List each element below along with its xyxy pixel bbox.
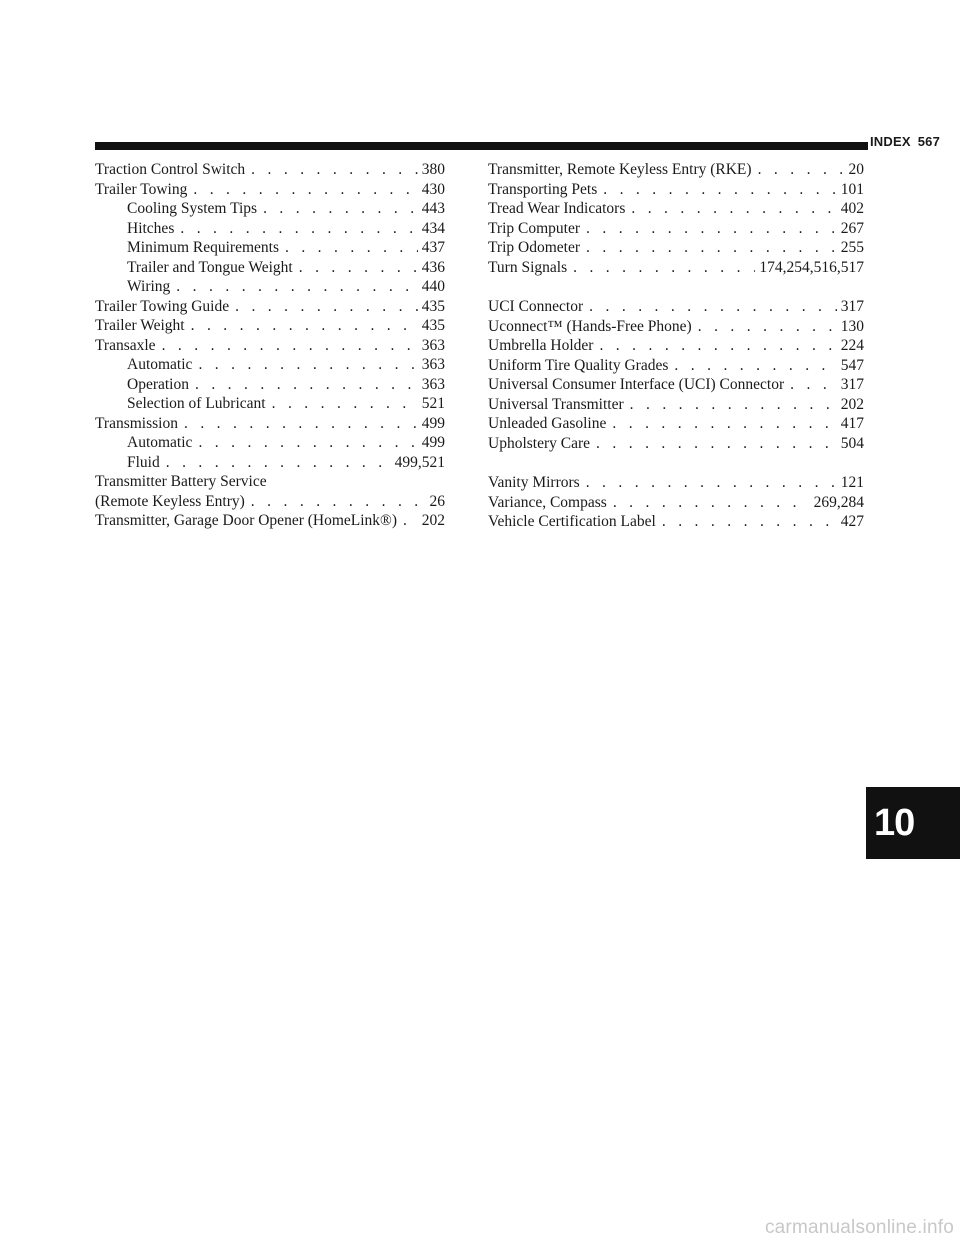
letter-group-gap [488,277,864,297]
index-entry[interactable] [488,356,864,376]
index-entry[interactable] [95,511,445,531]
entry-text: Universal Transmitter [488,395,624,413]
entry-page-number[interactable]: 130 [840,317,864,335]
dot-leader [198,433,417,453]
index-subentry[interactable] [95,453,445,473]
entry-page-number[interactable]: 363 [421,356,445,373]
entry-page-number[interactable]: 269,284 [813,493,864,511]
dot-leader [263,199,418,219]
entry-text: Universal Consumer Interface (UCI) Connector [488,376,785,393]
dot-leader [662,512,837,532]
index-entry[interactable] [488,375,864,395]
entry-text: (Remote Keyless Entry) [95,492,245,510]
dot-leader [251,160,418,180]
index-entry[interactable] [488,493,864,513]
entry-page-number[interactable]: 255 [840,239,864,256]
entry-text: Traction Control Switch [95,161,246,178]
entry-page-number[interactable]: 267 [840,219,864,237]
dot-leader [758,160,845,180]
dot-leader [573,258,755,278]
dot-leader [599,336,836,356]
index-column-left [95,160,445,531]
index-subentry[interactable] [95,219,445,239]
entry-page-number[interactable]: 317 [840,376,864,393]
dot-leader [790,375,837,395]
index-subentry[interactable] [95,238,445,258]
entry-text: Turn Signals [488,258,568,276]
entry-page-number[interactable]: 26 [429,492,445,510]
chapter-tab: 10 [866,787,960,859]
dot-leader [198,355,417,375]
entry-page-number[interactable]: 101 [840,180,864,198]
index-entry[interactable] [95,336,445,356]
dot-leader [193,180,417,200]
dot-leader [603,180,837,200]
index-entry[interactable] [488,199,864,219]
entry-page-number[interactable]: 499 [421,434,445,451]
entry-page-number[interactable]: 430 [421,180,445,198]
entry-text: Wiring [127,278,171,295]
index-entry[interactable] [95,316,445,336]
index-subentry[interactable] [95,394,445,414]
index-entry[interactable] [95,180,445,200]
entry-page-number[interactable]: 202 [421,512,445,529]
entry-page-number[interactable]: 427 [840,513,864,530]
dot-leader [596,434,837,454]
index-entry[interactable] [488,258,864,278]
dot-leader [272,394,418,414]
entry-text: Transmitter, Garage Door Opener (HomeLink®) [95,512,397,529]
index-entry[interactable] [488,414,864,434]
running-header [868,131,960,149]
index-entry[interactable] [488,180,864,200]
entry-text: Hitches [127,219,175,237]
dot-leader [612,414,836,434]
index-subentry[interactable] [95,433,445,453]
entry-page-number[interactable]: 402 [840,200,864,217]
dot-leader [285,238,418,258]
index-subentry[interactable] [95,258,445,278]
entry-text: UCI Connector [488,298,584,315]
dot-leader [698,317,837,337]
entry-text: Transmitter Battery Service [95,473,267,490]
dot-leader [176,277,417,297]
dot-leader [631,199,836,219]
dot-leader [586,238,837,258]
index-entry[interactable] [488,395,864,415]
entry-text: Unleaded Gasoline [488,415,607,432]
entry-page-number[interactable]: 121 [840,474,864,491]
index-entry[interactable] [95,472,445,492]
index-entry[interactable] [95,160,445,180]
index-entry[interactable] [488,219,864,239]
entry-page-number[interactable]: 174,254,516,517 [759,258,864,276]
entry-page-number[interactable]: 499 [421,414,445,432]
letter-group-gap [488,453,864,473]
dot-leader [162,336,418,356]
entry-text: Transmitter, Remote Keyless Entry (RKE) [488,161,752,178]
entry-page-number[interactable]: 417 [840,415,864,432]
dot-leader [195,375,418,395]
dot-leader [184,414,418,434]
entry-page-number[interactable]: 504 [840,434,864,452]
index-entry[interactable] [488,297,864,317]
entry-text: Trailer Weight [95,317,185,334]
entry-text: Transmission [95,414,178,432]
entry-text: Transaxle [95,336,156,354]
index-entry[interactable] [95,492,445,512]
dot-leader [191,316,418,336]
entry-text: Fluid [127,453,160,471]
index-subentry[interactable] [95,355,445,375]
entry-page-number[interactable]: 436 [421,258,445,276]
dot-leader [589,297,837,317]
dot-leader [586,473,837,493]
header-section: INDEX [870,134,911,149]
entry-text: Variance, Compass [488,493,607,511]
entry-text: Automatic [127,356,193,373]
index-entry[interactable] [488,434,864,454]
entry-text: Transporting Pets [488,180,598,198]
dot-leader [166,453,391,473]
entry-text: Upholstery Care [488,434,591,452]
entry-text: Tread Wear Indicators [488,200,626,217]
dot-leader [251,492,426,512]
entry-text: Operation [127,375,189,393]
entry-page-number[interactable]: 20 [848,161,864,178]
entry-text: Selection of Lubricant [127,395,266,412]
entry-page-number[interactable]: 521 [421,395,445,412]
entry-page-number[interactable]: 317 [840,298,864,315]
dot-leader [630,395,837,415]
entry-text: Minimum Requirements [127,239,279,256]
entry-page-number[interactable]: 547 [840,356,864,374]
entry-page-number[interactable]: 224 [840,337,864,354]
entry-text: Trailer Towing Guide [95,297,230,315]
index-entry[interactable] [488,317,864,337]
dot-leader [299,258,418,278]
dot-leader [613,493,810,513]
entry-text: Vanity Mirrors [488,474,580,491]
entry-page-number[interactable]: 363 [421,375,445,393]
entry-page-number[interactable]: 363 [421,336,445,354]
index-entry[interactable] [488,473,864,493]
entry-text: Cooling System Tips [127,200,258,217]
header-page-number: 567 [917,134,941,149]
entry-text: Trailer Towing [95,180,188,198]
entry-text: Vehicle Certification Label [488,513,656,530]
index-entry[interactable] [488,160,864,180]
entry-text: Automatic [127,434,193,451]
index-subentry[interactable] [95,277,445,297]
index-entry[interactable] [95,297,445,317]
watermark: carmanualsonline.info [764,1217,954,1238]
entry-page-number[interactable]: 435 [421,297,445,315]
entry-text: Trip Computer [488,219,581,237]
entry-page-number[interactable]: 437 [421,239,445,256]
entry-page-number[interactable]: 380 [421,161,445,178]
index-subentry[interactable] [95,375,445,395]
entry-page-number[interactable]: 434 [421,219,445,237]
entry-page-number[interactable]: 435 [421,317,445,334]
dot-leader [586,219,837,239]
index-entry[interactable] [488,512,864,532]
entry-page-number[interactable]: 499,521 [394,453,445,471]
entry-text: Uconnect™ (Hands-Free Phone) [488,317,692,335]
index-entry[interactable] [95,414,445,434]
dot-leader [235,297,418,317]
index-column-right [488,160,864,532]
entry-page-number[interactable]: 443 [421,200,445,217]
entry-text: Trip Odometer [488,239,580,256]
dot-leader [674,356,836,376]
dot-leader [403,511,418,531]
index-entry[interactable] [488,336,864,356]
entry-text: Trailer and Tongue Weight [127,258,293,276]
entry-page-number[interactable]: 202 [840,395,864,413]
index-subentry[interactable] [95,199,445,219]
entry-page-number[interactable]: 440 [421,278,445,295]
entry-text: Umbrella Holder [488,337,594,354]
dot-leader [180,219,417,239]
header-rule [95,142,868,150]
entry-text: Uniform Tire Quality Grades [488,356,669,374]
index-entry[interactable] [488,238,864,258]
